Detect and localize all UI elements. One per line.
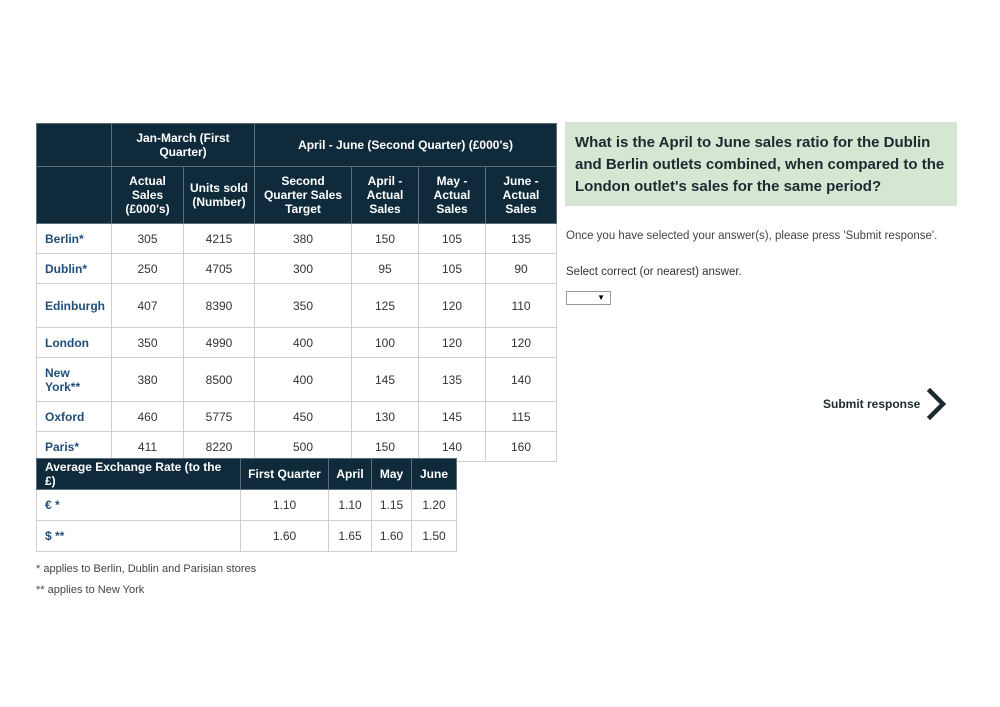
question-text: What is the April to June sales ratio for the Dublin and Berlin outlets combined, when compared to the London outlet's sales for the same period? <box>565 122 957 206</box>
cell-units: 4215 <box>184 224 255 254</box>
footnote-double-star: ** applies to New York <box>36 584 145 596</box>
row-label-city: Dublin* <box>37 254 112 284</box>
sales-table <box>36 123 557 462</box>
empty-subheader-cell <box>37 167 112 224</box>
col-header-may: May - Actual Sales <box>419 167 486 224</box>
cell-q1_sales: 380 <box>112 358 184 402</box>
cell-target: 500 <box>255 432 352 462</box>
cell-target: 300 <box>255 254 352 284</box>
cell-may: 120 <box>419 284 486 328</box>
row-label-city: New York** <box>37 358 112 402</box>
submit-response-button[interactable] <box>820 386 955 422</box>
cell-april: 150 <box>352 224 419 254</box>
cell-target: 400 <box>255 358 352 402</box>
cell-units: 4705 <box>184 254 255 284</box>
cell-april: 125 <box>352 284 419 328</box>
row-label-currency: $ ** <box>37 521 241 552</box>
fx-header-may: May <box>372 459 412 490</box>
cell-target: 350 <box>255 284 352 328</box>
cell-april: 95 <box>352 254 419 284</box>
col-header-april: April - Actual Sales <box>352 167 419 224</box>
cell-rate-may: 1.60 <box>372 521 412 552</box>
cell-rate-first_quarter: 1.10 <box>241 490 329 521</box>
cell-june: 140 <box>486 358 557 402</box>
table-row <box>37 254 557 284</box>
cell-units: 8500 <box>184 358 255 402</box>
fx-header-first-quarter: First Quarter <box>241 459 329 490</box>
table-row <box>37 432 557 462</box>
fx-header-april: April <box>329 459 372 490</box>
cell-rate-april: 1.65 <box>329 521 372 552</box>
table-row <box>37 224 557 254</box>
cell-target: 380 <box>255 224 352 254</box>
cell-q1_sales: 411 <box>112 432 184 462</box>
table-row <box>37 521 457 552</box>
cell-june: 90 <box>486 254 557 284</box>
cell-may: 105 <box>419 224 486 254</box>
cell-q1_sales: 350 <box>112 328 184 358</box>
cell-target: 450 <box>255 402 352 432</box>
cell-june: 135 <box>486 224 557 254</box>
col-header-june: June - Actual Sales <box>486 167 557 224</box>
chevron-right-icon <box>926 388 948 420</box>
fx-header-june: June <box>412 459 457 490</box>
table-row <box>37 284 557 328</box>
exchange-rate-table <box>36 458 457 552</box>
row-label-currency: € * <box>37 490 241 521</box>
col-header-units-sold: Units sold (Number) <box>184 167 255 224</box>
cell-rate-first_quarter: 1.60 <box>241 521 329 552</box>
col-header-target: Second Quarter Sales Target <box>255 167 352 224</box>
cell-june: 110 <box>486 284 557 328</box>
row-label-city: Berlin* <box>37 224 112 254</box>
table-row <box>37 358 557 402</box>
cell-april: 130 <box>352 402 419 432</box>
cell-may: 135 <box>419 358 486 402</box>
select-label: Select correct (or nearest) answer. <box>566 266 742 278</box>
cell-rate-june: 1.20 <box>412 490 457 521</box>
cell-may: 140 <box>419 432 486 462</box>
cell-units: 8220 <box>184 432 255 462</box>
corner-header-cell <box>37 124 112 167</box>
cell-april: 145 <box>352 358 419 402</box>
cell-rate-june: 1.50 <box>412 521 457 552</box>
q2-group-header: April - June (Second Quarter) (£000's) <box>255 124 557 167</box>
row-label-city: Edinburgh <box>37 284 112 328</box>
table-row <box>37 402 557 432</box>
row-label-city: London <box>37 328 112 358</box>
dropdown-arrow-icon: ▼ <box>597 293 605 302</box>
cell-q1_sales: 407 <box>112 284 184 328</box>
cell-may: 105 <box>419 254 486 284</box>
cell-q1_sales: 305 <box>112 224 184 254</box>
cell-q1_sales: 250 <box>112 254 184 284</box>
submit-response-label: Submit response <box>823 397 921 411</box>
table-row <box>37 490 457 521</box>
instruction-text: Once you have selected your answer(s), please press 'Submit response'. <box>566 230 938 242</box>
cell-june: 115 <box>486 402 557 432</box>
cell-may: 145 <box>419 402 486 432</box>
footnote-single-star: * applies to Berlin, Dublin and Parisian stores <box>36 563 257 575</box>
row-label-city: Paris* <box>37 432 112 462</box>
cell-june: 120 <box>486 328 557 358</box>
cell-units: 5775 <box>184 402 255 432</box>
row-label-city: Oxford <box>37 402 112 432</box>
cell-q1_sales: 460 <box>112 402 184 432</box>
cell-may: 120 <box>419 328 486 358</box>
cell-april: 150 <box>352 432 419 462</box>
cell-units: 4990 <box>184 328 255 358</box>
fx-header-label: Average Exchange Rate (to the £) <box>37 459 241 490</box>
cell-june: 160 <box>486 432 557 462</box>
table-row <box>37 328 557 358</box>
cell-rate-april: 1.10 <box>329 490 372 521</box>
answer-dropdown[interactable] <box>566 291 611 305</box>
cell-rate-may: 1.15 <box>372 490 412 521</box>
col-header-actual-sales: Actual Sales (£000's) <box>112 167 184 224</box>
q1-group-header: Jan-March (First Quarter) <box>112 124 255 167</box>
cell-units: 8390 <box>184 284 255 328</box>
cell-target: 400 <box>255 328 352 358</box>
cell-april: 100 <box>352 328 419 358</box>
